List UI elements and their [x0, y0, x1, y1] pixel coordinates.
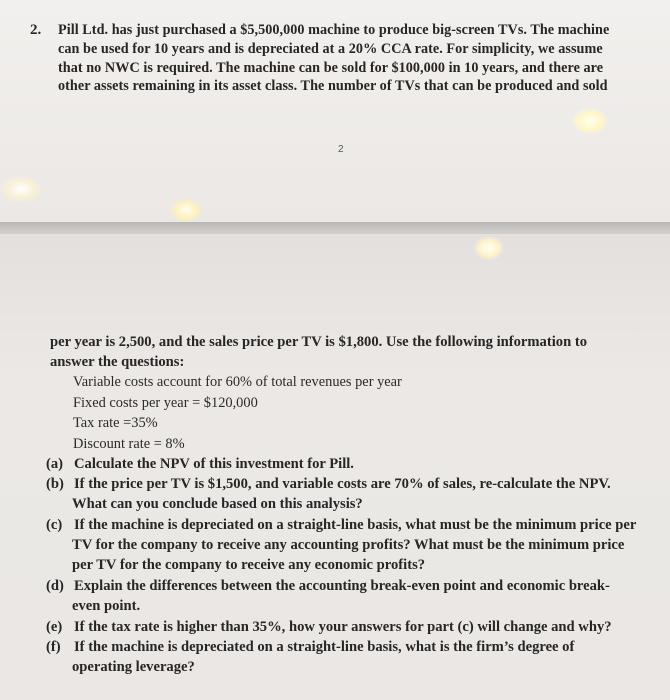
continuation-line: per year is 2,500, and the sales price per TV is $1,800. Use the following information to	[50, 334, 587, 350]
continuation-line: answer the questions:	[50, 354, 185, 370]
part-label: (d)	[46, 578, 64, 594]
question-number: 2.	[30, 22, 42, 38]
part-label: (f)	[46, 639, 61, 655]
question-intro-line: that no NWC is required. The machine can be sold for $100,000 in 10 years, and there are	[58, 60, 604, 76]
page-fold-shadow	[0, 222, 670, 234]
part-c-continuation: TV for the company to receive any accounting profits? What must be the minimum price	[72, 537, 625, 553]
question-intro-line: can be used for 10 years and is depreciated at a 20% CCA rate. For simplicity, we assume	[58, 41, 603, 57]
given-variable-costs: Variable costs account for 60% of total revenues per year	[73, 374, 402, 390]
part-text: Calculate the NPV of this investment for Pill.	[74, 456, 354, 472]
part-label: (e)	[46, 619, 63, 635]
part-label: (a)	[46, 456, 64, 472]
part-c-continuation: per TV for the company to receive any economic profits?	[72, 557, 426, 573]
light-glare	[0, 175, 42, 203]
part-d-continuation: even point.	[72, 598, 141, 614]
part-text: If the tax rate is higher than 35%, how your answers for part (c) will change and why?	[74, 619, 612, 635]
part-text: Explain the differences between the accounting break-even point and economic break-	[74, 578, 610, 594]
light-glare	[572, 108, 608, 134]
part-text: If the machine is depreciated on a straight-line basis, what is the firm’s degree of	[74, 639, 575, 655]
part-text: If the machine is depreciated on a straight-line basis, what must be the minimum price per	[74, 517, 637, 533]
part-label: (c)	[46, 517, 63, 533]
given-fixed-costs: Fixed costs per year = $120,000	[73, 395, 258, 411]
light-glare	[474, 236, 504, 260]
part-f-continuation: operating leverage?	[72, 659, 195, 675]
given-discount-rate: Discount rate = 8%	[73, 436, 185, 452]
light-glare	[170, 198, 202, 222]
given-tax-rate: Tax rate =35%	[73, 415, 158, 431]
question-intro-line: Pill Ltd. has just purchased a $5,500,000 machine to produce big-screen TVs. The machine	[58, 22, 610, 38]
part-text: If the price per TV is $1,500, and variable costs are 70% of sales, re-calculate the NPV.	[74, 476, 611, 492]
page-number: 2	[338, 144, 344, 155]
part-label: (b)	[46, 476, 64, 492]
question-intro-line: other assets remaining in its asset class. The number of TVs that can be produced and sold	[58, 78, 608, 94]
part-b-continuation: What can you conclude based on this analysis?	[72, 496, 363, 512]
